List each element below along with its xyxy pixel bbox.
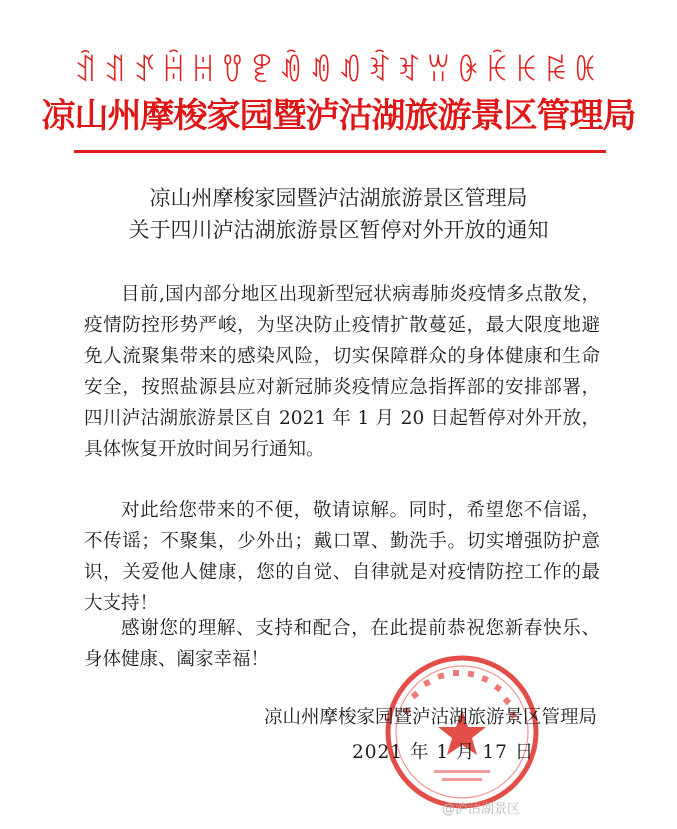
notice-paragraph-2: 对此给您带来的不便，敬请谅解。同时，希望您不信谣，不传谣；不聚集，少外出；戴口罩、勤洗手。切实增强防护意识，关爱他人健康，您的自觉、自律就是对疫情防控工作的最大支持！ (84, 500, 600, 614)
notice-title-line2: 关于四川泸沽湖旅游景区暂停对外开放的通知 (128, 218, 549, 242)
letterhead-red-divider (74, 150, 606, 153)
notice-paragraph-1: 目前,国内部分地区出现新型冠状病毒肺炎疫情多点散发，疫情防控形势严峻，为坚决防止疫情扩散蔓延，最大限度地避免人流聚集带来的感染风险，切实保障群众的身体健康和生命安全，按照盐源县应对新冠肺炎疫情应急指挥部的安排部署，四川泸沽湖旅游景区自 2021 年 1 月 20 日起暂停对外开放，具体恢复开放时间另行通知。 (84, 284, 600, 460)
notice-title-line1: 凉山州摩梭家园暨泸沽湖旅游景区管理局 (149, 186, 528, 210)
weibo-watermark: @泸沽湖景区 (442, 802, 521, 817)
letterhead-org-name: 凉山州摩梭家园暨泸沽湖旅游景区管理局 (41, 96, 636, 136)
signature-org: 凉山州摩梭家园暨泸沽湖旅游景区管理局 (263, 707, 597, 728)
signature-date: 2021 年 1 月 17 日 (352, 742, 535, 763)
notice-paragraph-3: 感谢您的理解、支持和配合，在此提前恭祝您新春快乐、身体健康、阖家幸福！ (84, 618, 600, 670)
letterhead-yi-script: ꀉꀊꀋꀌꀍꀎꀏꀐꀑꀒꀓꀔꀕꀖꀗꀘꀙꀚ (73, 54, 604, 89)
